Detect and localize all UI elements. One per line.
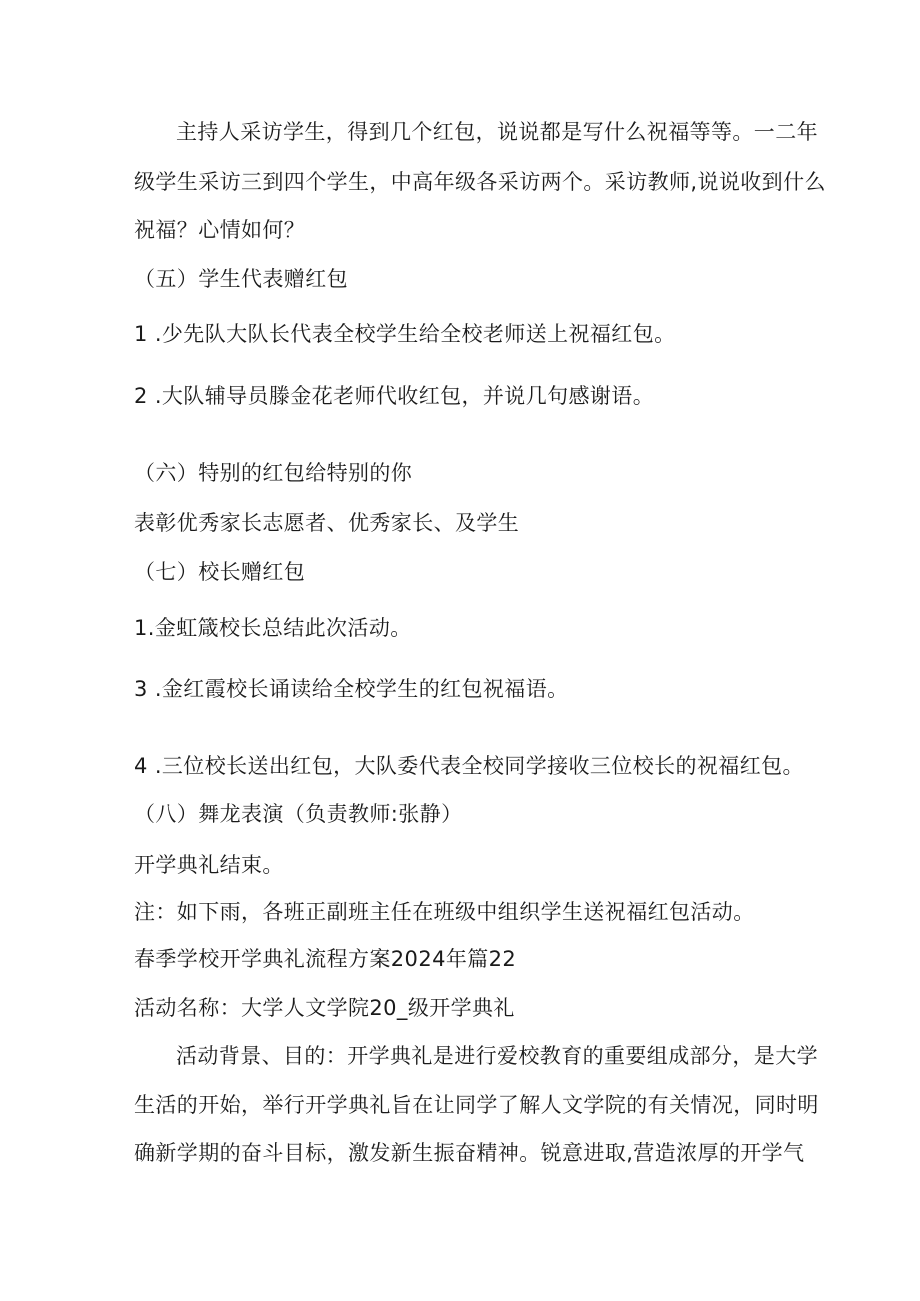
- list-item: 4 .三位校长送出红包，大队委代表全校同学接收三位校长的祝福红包。: [134, 754, 804, 778]
- list-item: 1 .少先队大队长代表全校学生给全校老师送上祝福红包。: [134, 322, 676, 346]
- paragraph-line: 活动背景、目的：开学典礼是进行爱校教育的重要组成部分，是大学: [176, 1044, 818, 1068]
- paragraph-line: 开学典礼结束。: [134, 853, 284, 877]
- paragraph-line: 生活的开始，举行开学典礼旨在让同学了解人文学院的有关情况，同时明: [134, 1093, 819, 1117]
- paragraph-line: 级学生采访三到四个学生，中高年级各采访两个。采访教师,说说收到什么: [134, 170, 826, 194]
- section-heading: （五）学生代表赠红包: [134, 267, 348, 291]
- section-heading: （七）校长赠红包: [134, 560, 306, 584]
- paragraph-line: 春季学校开学典礼流程方案2024年篇22: [134, 947, 517, 971]
- list-item: 1.金虹箴校长总结此次活动。: [134, 616, 412, 640]
- paragraph-line: 确新学期的奋斗目标，激发新生振奋精神。锐意进取,营造浓厚的开学气: [134, 1141, 805, 1165]
- paragraph-line: 注：如下雨，各班正副班主任在班级中组织学生送祝福红包活动。: [134, 900, 755, 924]
- paragraph-line: 表彰优秀家长志愿者、优秀家长、及学生: [134, 511, 520, 535]
- list-item: 2 .大队辅导员滕金花老师代收红包，并说几句感谢语。: [134, 384, 655, 408]
- paragraph-line: 活动名称：大学人文学院20_级开学典礼: [134, 996, 515, 1020]
- section-heading: （六）特别的红包给特别的你: [134, 461, 413, 485]
- paragraph-line: 主持人采访学生，得到几个红包，说说都是写什么祝福等等。一二年: [176, 120, 818, 144]
- paragraph-line: 祝福？心情如何？: [134, 218, 306, 242]
- section-heading: （八）舞龙表演（负责教师:张静）: [134, 802, 463, 826]
- list-item: 3 .金红霞校长诵读给全校学生的红包祝福语。: [134, 677, 569, 701]
